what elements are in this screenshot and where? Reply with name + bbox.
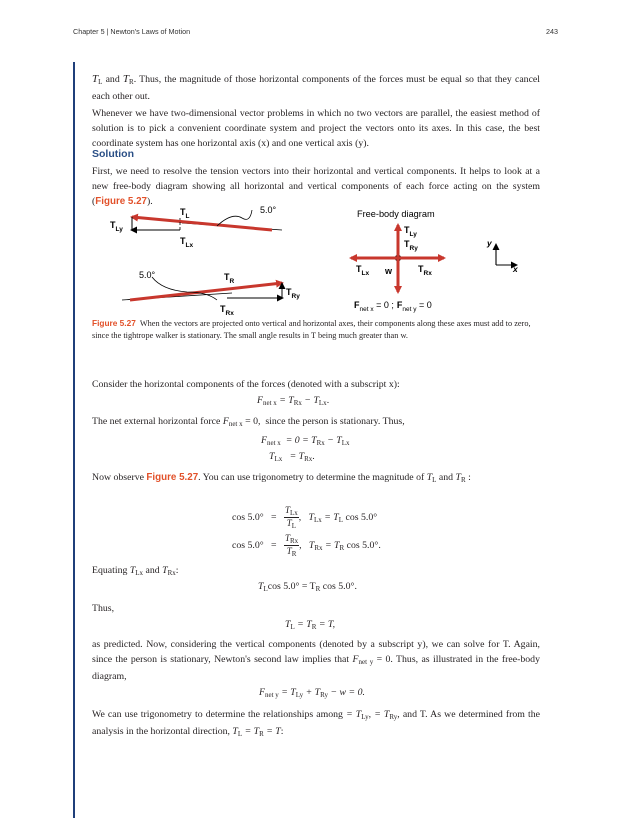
fbd-label-tlx: $T_{Lx}$ bbox=[356, 264, 370, 277]
trig-row-2: cos 5.0° = $\frac{T_{Rx}}{T_R}$ , $T_{Rx} = T_R$ cos 5.0°. bbox=[232, 533, 381, 558]
figure-link[interactable]: Figure 5.27 bbox=[95, 195, 147, 207]
fbd-label-trx: $T_{Rx}$ bbox=[418, 264, 432, 277]
label-trx: $T_{Rx}$ bbox=[220, 304, 234, 317]
consider-paragraph: Consider the horizontal components of the forces (denoted with a subscript x): bbox=[92, 379, 400, 390]
solution-paragraph: First, we need to resolve the tension vectors into their horizontal and vertical components. It helps to look at a new free-body diagram showing all horizontal and vertical components of each force acting on the system (Figure 5.27). bbox=[92, 166, 540, 207]
angle-arc-top bbox=[217, 210, 252, 226]
equation-4: $T_L = T_R = T$, bbox=[285, 619, 336, 631]
figure-5-27 bbox=[92, 200, 542, 318]
chapter-header: Chapter 5 | Newton's Laws of Motion bbox=[73, 27, 191, 36]
tl-vector bbox=[132, 217, 272, 230]
fbd-label-try: $T_{Ry}$ bbox=[404, 239, 418, 252]
observe-paragraph: Now observe Figure 5.27. You can use trigonometry to determine the magnitude of $T_L$ and $T_R$ : bbox=[92, 472, 471, 484]
equating-paragraph: Equating $T_{Lx}$ and $T_{Rx}$: bbox=[92, 565, 179, 577]
equation-3: $T_L\cos$ $5.0^\circ = T_R$ cos 5.0°. bbox=[258, 581, 357, 593]
example-sidebar-rule bbox=[73, 62, 75, 818]
axis-y-label: y bbox=[487, 238, 492, 248]
page-number: 243 bbox=[546, 27, 558, 36]
strategy-paragraph: Whenever we have two-dimensional vector problems in which no two vectors are parallel, the easiest method of solution is to pick a convenient coordinate system and project the vectors onto its axes. In this case, the best coordinate system has one horizontal axis (x) and one vertical axis (y). bbox=[92, 108, 540, 149]
equation-5: $F_{net y} = T_{Ly} + T_{Ry} - w = 0$. bbox=[259, 687, 365, 699]
figure-link-2[interactable]: Figure 5.27 bbox=[146, 472, 199, 483]
label-try: $T_{Ry}$ bbox=[286, 287, 300, 300]
net-force-paragraph: The net external horizontal force $F_{net x} = 0$, since the person is stationary. Thus, bbox=[92, 416, 405, 428]
label-tly: $T_{Ly}$ bbox=[110, 220, 123, 233]
axis-x-label: x bbox=[513, 264, 518, 274]
equation-2-line2: $T_{Lx}$ = $T_{Rx}$. bbox=[269, 451, 315, 463]
fbd-net-equation: $F_{net x} = 0$ ; $F_{net y} = 0$ bbox=[354, 300, 432, 313]
solution-heading: Solution bbox=[92, 148, 134, 160]
equation-1: $F_{net x} = T_{Rx} - T_{Lx}$. bbox=[257, 395, 330, 407]
fbd-label-tly: $T_{Ly}$ bbox=[404, 225, 417, 238]
trig-row-1: cos 5.0° = $\frac{T_{Lx}}{T_L}$ , $T_{Lx} = T_L$ cos 5.0° bbox=[232, 505, 378, 530]
angle-label-top: 5.0° bbox=[260, 205, 277, 215]
tr-vector bbox=[130, 283, 282, 300]
intro-paragraph: $T_L$ and $T_R$. Thus, the magnitude of those horizontal components of the forces must be equal so that they cancel each other out. bbox=[92, 73, 540, 102]
fbd-title: Free-body diagram bbox=[357, 209, 435, 219]
thus-paragraph: Thus, bbox=[92, 603, 115, 614]
figure-caption: Figure 5.27 When the vectors are projected onto vertical and horizontal axes, their components along these axes must add to zero, since the tightrope walker is stationary. The small angle results in T being much greater than w. bbox=[92, 318, 531, 340]
equation-2-line1: $F_{net x} = 0 = T_{Rx} - T_{Lx}$ bbox=[261, 435, 350, 447]
final-paragraph: We can use trigonometry to determine the relationships among = $T_{Ly}$, = $T_{Ry}$, and T. As we determined from the analysis in the horizontal direction, $T_L = T_R = T$: bbox=[92, 709, 540, 738]
angle-label-bottom: 5.0° bbox=[139, 270, 156, 280]
label-tlx: $T_{Lx}$ bbox=[180, 236, 194, 249]
label-tr: $T_R$ bbox=[224, 272, 235, 285]
label-tl: $T_L$ bbox=[180, 207, 190, 220]
fbd-label-w: w bbox=[385, 266, 393, 276]
predicted-paragraph: as predicted. Now, considering the vertical components (denoted by a subscript y), we can solve for T. Again, since the person is stationary, Newton's second law implies that $F_{net y} = 0$. Thus, as illustrated in the free-body diagram, bbox=[92, 639, 540, 682]
